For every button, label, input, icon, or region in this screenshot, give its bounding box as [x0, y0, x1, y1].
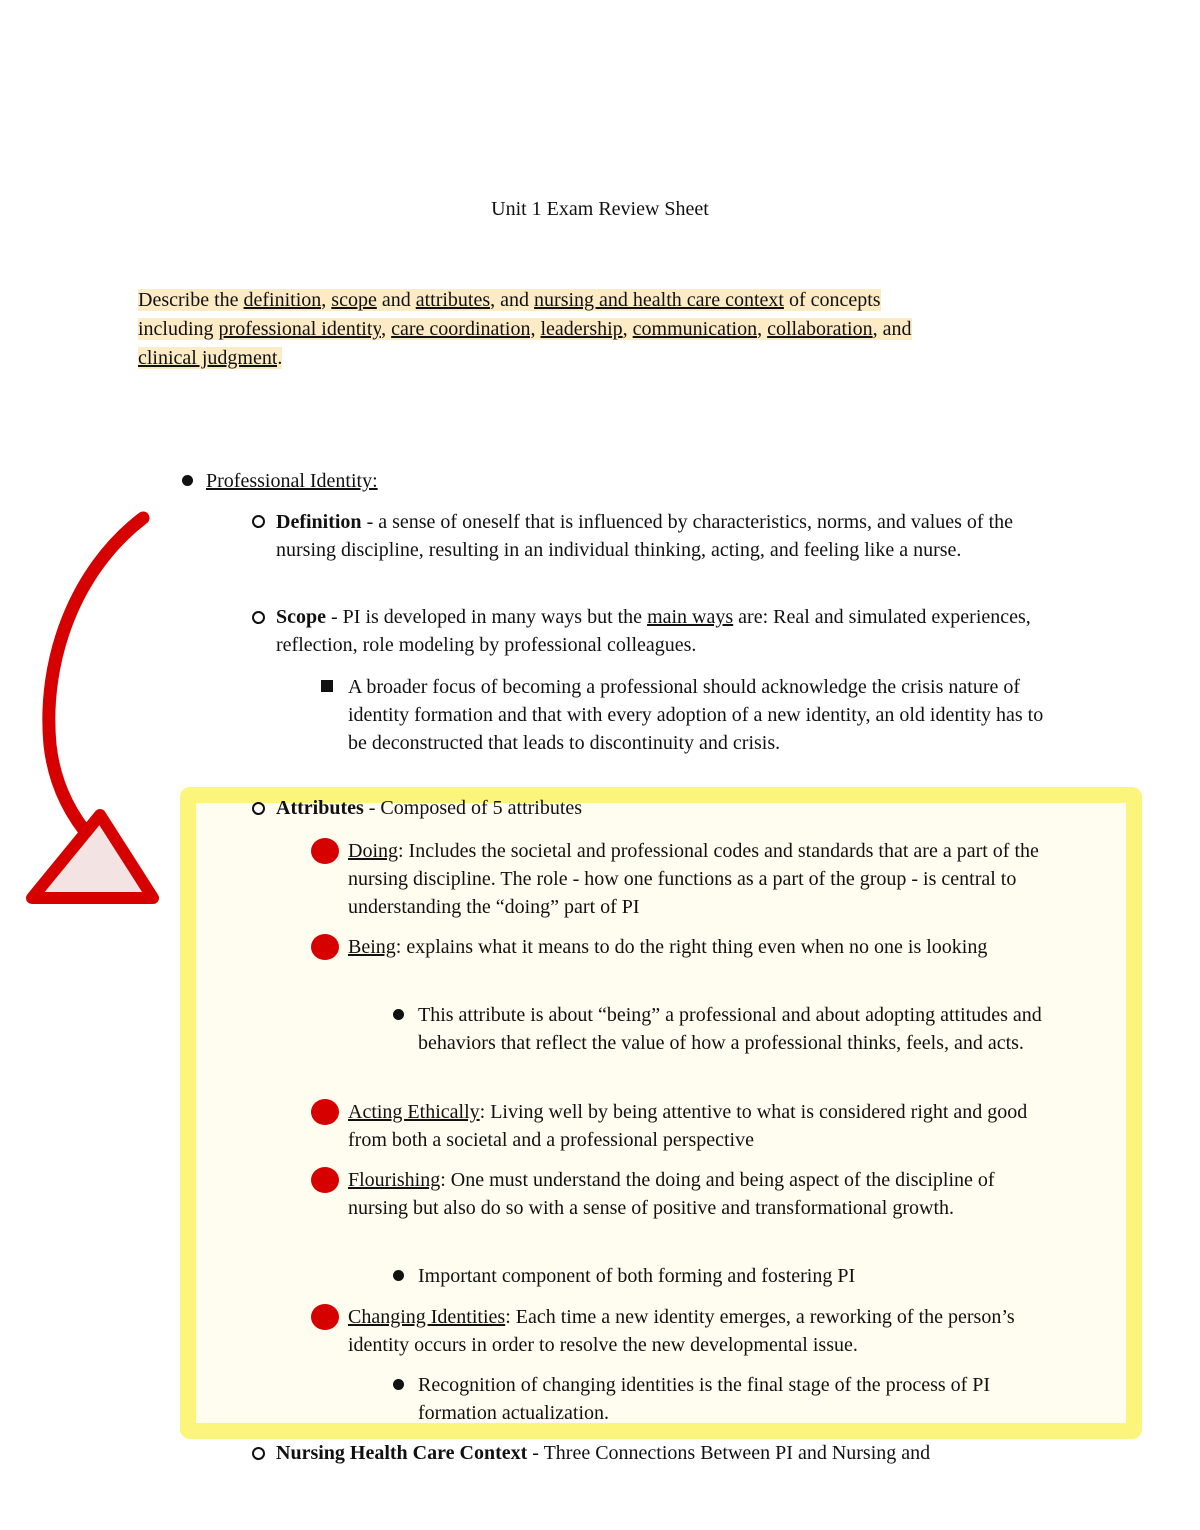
- attribute-text: : Living well by being attentive to what is considered right and good from both a societal and a professional perspective: [348, 1101, 1028, 1151]
- scope-text: - PI is developed in many ways but the: [326, 606, 648, 628]
- arrow-curve: [49, 518, 143, 840]
- separator: ,: [321, 289, 332, 311]
- separator: ,: [530, 318, 541, 340]
- attributes-label: Attributes: [276, 797, 364, 819]
- context-text: - Three Connections Between PI and Nursing and: [527, 1442, 931, 1464]
- term-definition: definition: [243, 289, 322, 311]
- term-collaboration: collaboration: [767, 318, 873, 340]
- attribute-being-sub: This attribute is about “being” a professional and about adopting attitudes and behaviors that reflect the value of how a professional thinks, feels, and acts.: [418, 1004, 1042, 1054]
- attribute-text: : One must understand the doing and being aspect of the discipline of nursing but also do so with a sense of positive and transformational growth.: [348, 1169, 995, 1219]
- term-context: nursing and health care context: [534, 289, 784, 311]
- attribute-changing-identities-sub: Recognition of changing identities is the final stage of the process of PI formation actualization.: [418, 1374, 991, 1424]
- objective-text: Describe the: [138, 289, 244, 311]
- term-communication: communication: [632, 318, 758, 340]
- attribute-name: Doing: [348, 840, 398, 862]
- attribute-name: Flourishing: [348, 1169, 441, 1191]
- separator: ,: [757, 318, 768, 340]
- attribute-name: Acting Ethically: [348, 1101, 480, 1123]
- term-leadership: leadership: [540, 318, 623, 340]
- separator: ,: [622, 318, 633, 340]
- attributes-text: - Composed of 5 attributes: [363, 797, 583, 819]
- arrow-head-icon: [32, 815, 153, 898]
- scope-text: are: Real and simulated experiences, reflection, role modeling by professional colleagues.: [276, 606, 1031, 656]
- context-label: Nursing Health Care Context: [276, 1442, 528, 1464]
- definition-label: Definition: [276, 511, 362, 533]
- objective-text: .: [277, 347, 283, 369]
- scope-sub-item: A broader focus of becoming a professional should acknowledge the crisis nature of identity formation and that with every adoption of a new identity, an old identity has to be deconstructed that leads to discontinuity and crisis.: [348, 676, 1044, 754]
- separator: ,: [381, 318, 392, 340]
- attribute-text: : explains what it means to do the right thing even when no one is looking: [395, 936, 988, 958]
- term-care-coordination: care coordination: [391, 318, 531, 340]
- definition-text: - a sense of oneself that is influenced by characteristics, norms, and values of the nursing discipline, resulting in an individual thinking, acting, and feeling like a nurse.: [276, 511, 1014, 561]
- section-heading: Professional Identity:: [206, 470, 378, 492]
- page-title: Unit 1 Exam Review Sheet: [491, 198, 709, 220]
- term-scope: scope: [331, 289, 377, 311]
- scope-label: Scope: [276, 606, 326, 628]
- attribute-text: : Each time a new identity emerges, a reworking of the person’s identity occurs in order to resolve the new developmental issue.: [348, 1306, 1015, 1356]
- objective-text: including: [138, 318, 219, 340]
- objective-text: and: [376, 289, 416, 311]
- objective-text: , and: [872, 318, 912, 340]
- term-professional-identity: professional identity: [218, 318, 382, 340]
- scope-main-ways: main ways: [647, 606, 734, 628]
- attribute-name: Changing Identities: [348, 1306, 506, 1328]
- objective-text: of concepts: [783, 289, 881, 311]
- attribute-name: Being: [348, 936, 396, 958]
- attribute-flourishing-sub: Important component of both forming and fostering PI: [418, 1265, 856, 1287]
- attribute-text: : Includes the societal and professional codes and standards that are a part of the nursing discipline. The role - how one functions as a part of the group - is central to understanding the “doing” part of PI: [348, 840, 1039, 918]
- objective-text: , and: [490, 289, 535, 311]
- term-clinical-judgment: clinical judgment: [138, 347, 278, 369]
- term-attributes: attributes: [415, 289, 491, 311]
